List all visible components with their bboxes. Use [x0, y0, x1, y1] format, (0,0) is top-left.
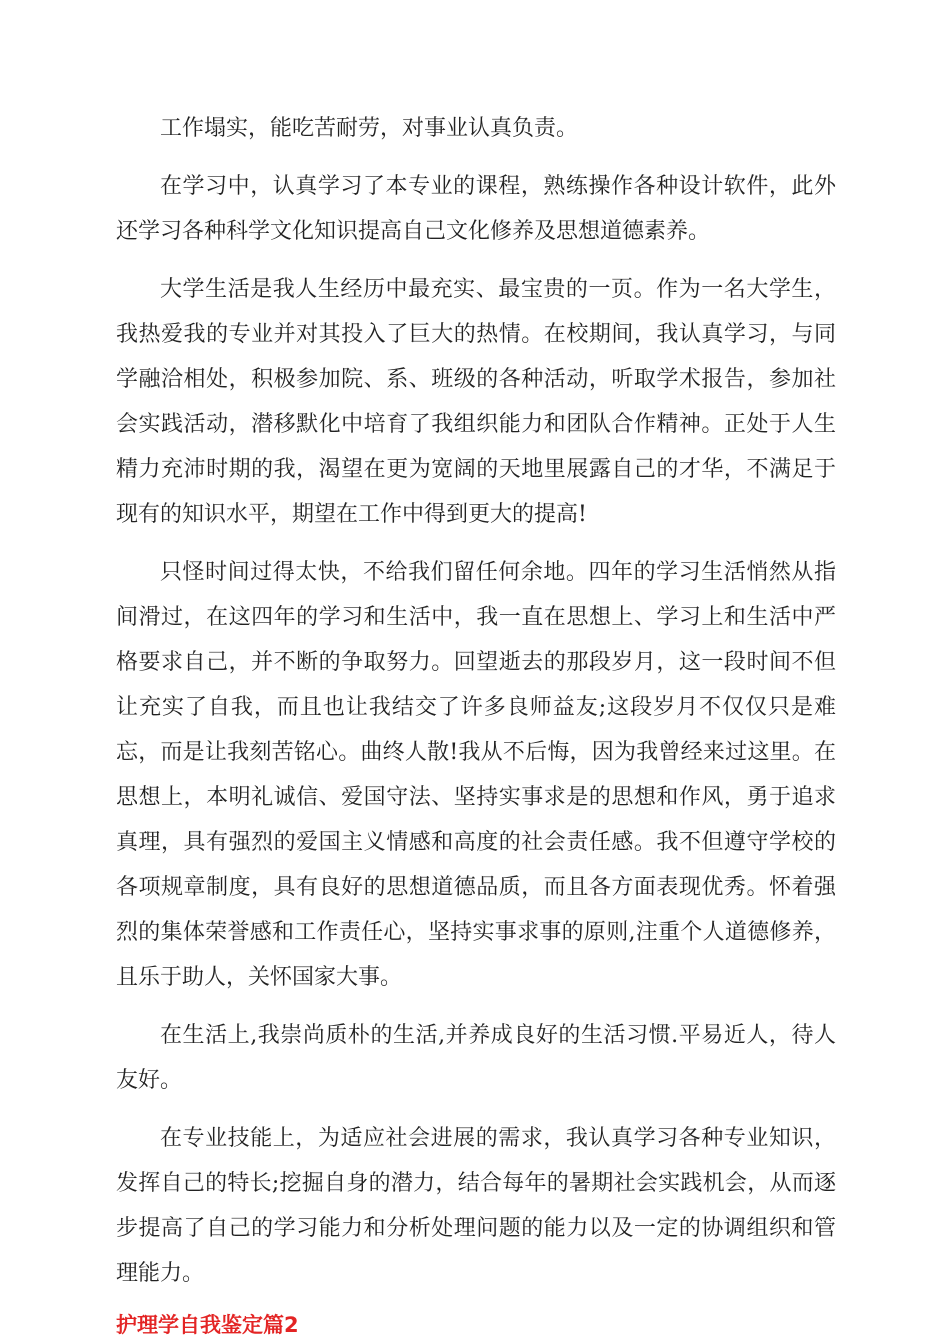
section-heading: 护理学自我鉴定篇2	[116, 1313, 299, 1337]
document-body	[116, 106, 836, 1341]
paragraph-5: 在生活上,我崇尚质朴的生活,并养成良好的生活习惯.平易近人，待人友好。	[116, 1023, 836, 1093]
paragraph-6: 在专业技能上，为适应社会进展的需求，我认真学习各种专业知识，发挥自己的特长;挖掘自身的潜力，结合每年的暑期社会实践机会，从而逐步提高了自己的学习能力和分析处理问题的能力以及一定的协调组织和管理能力。	[116, 1126, 836, 1286]
paragraph-4: 只怪时间过得太快，不给我们留任何余地。四年的学习生活悄然从指间滑过，在这四年的学习和生活中，我一直在思想上、学习上和生活中严格要求自己，并不断的争取努力。回望逝去的那段岁月，这一段时间不但让充实了自我，而且也让我结交了许多良师益友;这段岁月不仅仅只是难忘，而是让我刻苦铭心。曲终人散!我从不后悔，因为我曾经来过这里。在思想上，本明礼诚信、爱国守法、坚持实事求是的思想和作风，勇于追求真理，具有强烈的爱国主义情感和高度的社会责任感。我不但遵守学校的各项规章制度，具有良好的思想道德品质，而且各方面表现优秀。怀着强烈的集体荣誉感和工作责任心，坚持实事求事的原则,注重个人道德修养，且乐于助人，关怀国家大事。	[116, 560, 836, 990]
paragraph-3: 大学生活是我人生经历中最充实、最宝贵的一页。作为一名大学生，我热爱我的专业并对其投入了巨大的热情。在校期间，我认真学习，与同学融洽相处，积极参加院、系、班级的各种活动，听取学术报告，参加社会实践活动，潜移默化中培育了我组织能力和团队合作精神。正处于人生精力充沛时期的我，渴望在更为宽阔的天地里展露自己的才华，不满足于现有的知识水平，期望在工作中得到更大的提高!	[116, 277, 836, 527]
paragraph-1: 工作塌实，能吃苦耐劳，对事业认真负责。	[160, 116, 579, 141]
paragraph-2: 在学习中，认真学习了本专业的课程，熟练操作各种设计软件，此外还学习各种科学文化知识提高自己文化修养及思想道德素养。	[116, 174, 836, 244]
